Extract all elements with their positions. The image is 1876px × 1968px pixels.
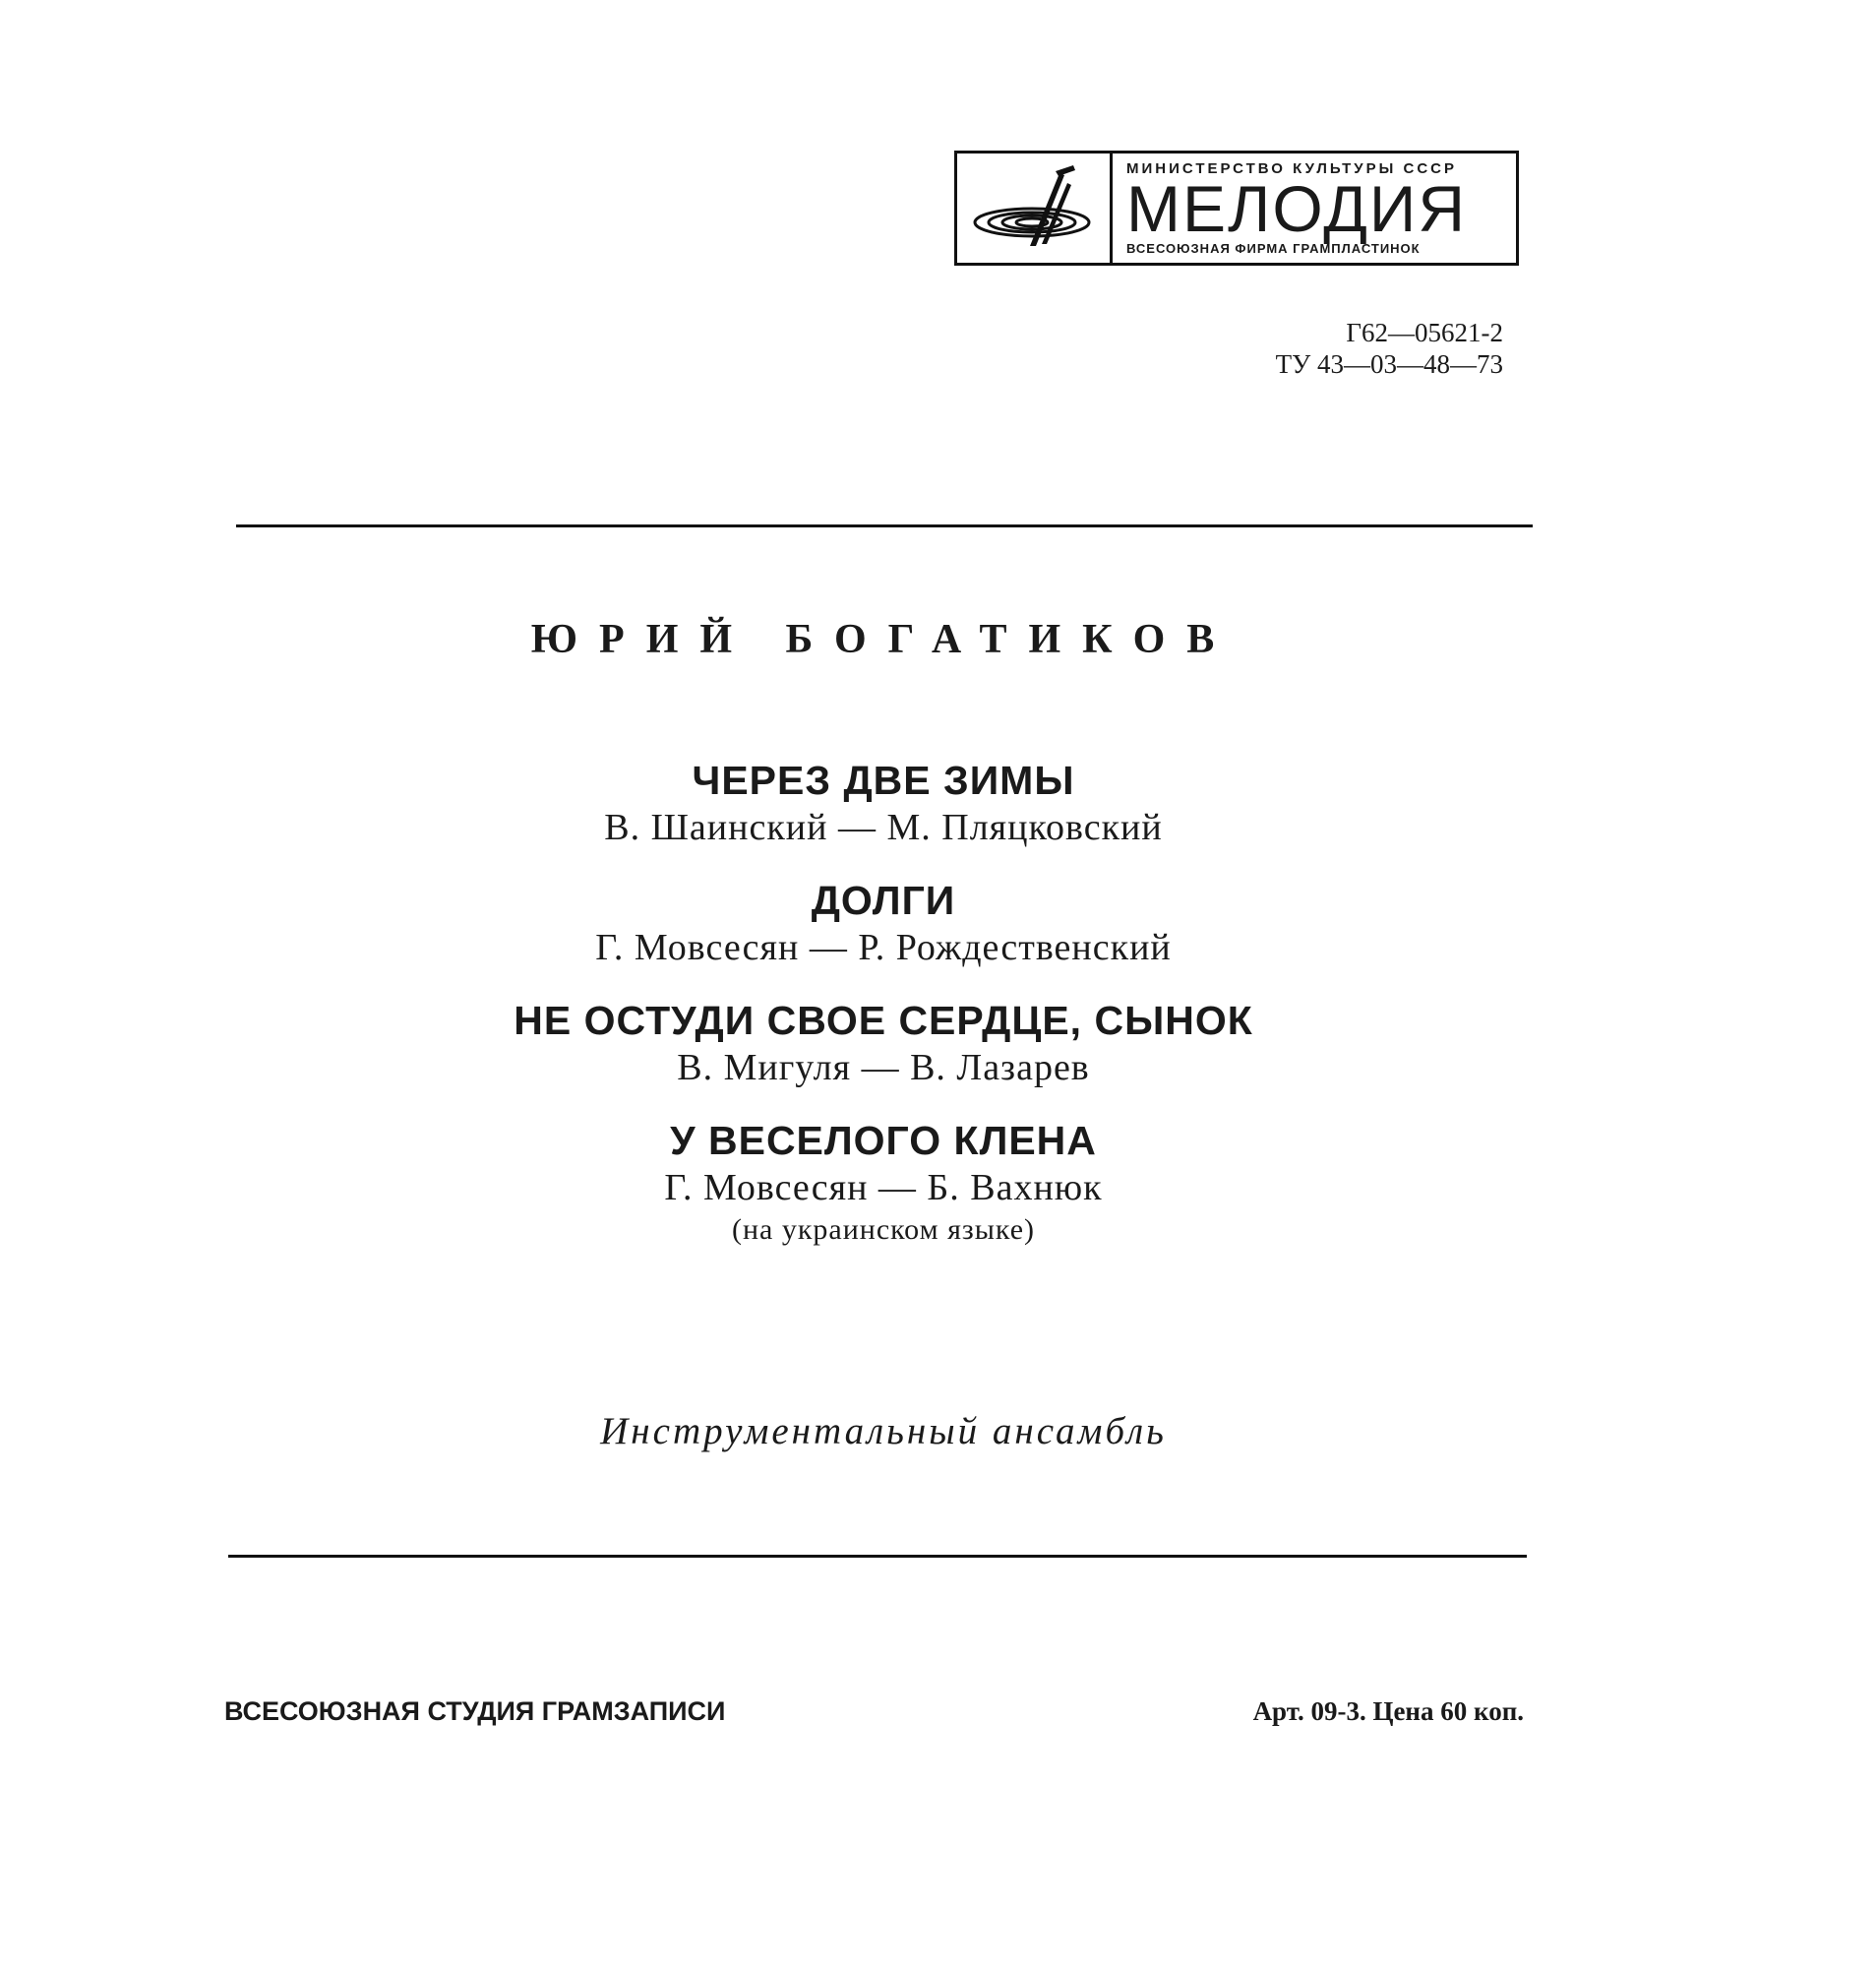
melodiya-logo — [954, 151, 1519, 266]
logo-ministry-text: МИНИСТЕРСТВО КУЛЬТУРЫ СССР — [1126, 159, 1457, 177]
catalog-number: Г62—05621-2 — [1346, 318, 1503, 347]
artist-name: ЮРИЙ БОГАТИКОВ — [530, 617, 1237, 662]
track-authors: В. Шаинский — М. Пляцковский — [604, 807, 1163, 848]
track-title: ДОЛГИ — [811, 878, 956, 923]
ensemble-credit: Инструментальный ансамбль — [600, 1410, 1167, 1452]
track-item — [0, 756, 1767, 850]
catalog-codes — [1276, 317, 1503, 380]
melodiya-record-emblem-icon — [957, 154, 1113, 263]
track-authors: Г. Мовсесян — Б. Вахнюк — [664, 1167, 1103, 1208]
studio-name: ВСЕСОЮЗНАЯ СТУДИЯ ГРАМЗАПИСИ — [224, 1696, 726, 1726]
track-title: ЧЕРЕЗ ДВЕ ЗИМЫ — [692, 758, 1075, 803]
track-note: (на украинском языке) — [731, 1213, 1036, 1246]
track-authors: Г. Мовсесян — Р. Рождественский — [595, 927, 1172, 968]
track-item — [0, 996, 1767, 1090]
track-list — [0, 756, 1767, 1275]
track-item — [0, 876, 1767, 970]
logo-firm-text: ВСЕСОЮЗНАЯ ФИРМА ГРАМПЛАСТИНОК — [1126, 240, 1421, 256]
top-divider — [236, 524, 1533, 527]
record-emblem-icon — [965, 161, 1103, 256]
track-authors: В. Мигуля — В. Лазарев — [677, 1047, 1090, 1088]
track-item — [0, 1116, 1767, 1250]
price-label: Арт. 09-3. Цена 60 коп. — [1252, 1696, 1524, 1726]
standard-code: ТУ 43—03—48—73 — [1275, 349, 1503, 379]
bottom-divider — [228, 1555, 1527, 1558]
track-title: НЕ ОСТУДИ СВОЕ СЕРДЦЕ, СЫНОК — [514, 998, 1253, 1043]
logo-brand-text: МЕЛОДИЯ — [1126, 171, 1467, 245]
track-title: У ВЕСЕЛОГО КЛЕНА — [670, 1118, 1097, 1163]
